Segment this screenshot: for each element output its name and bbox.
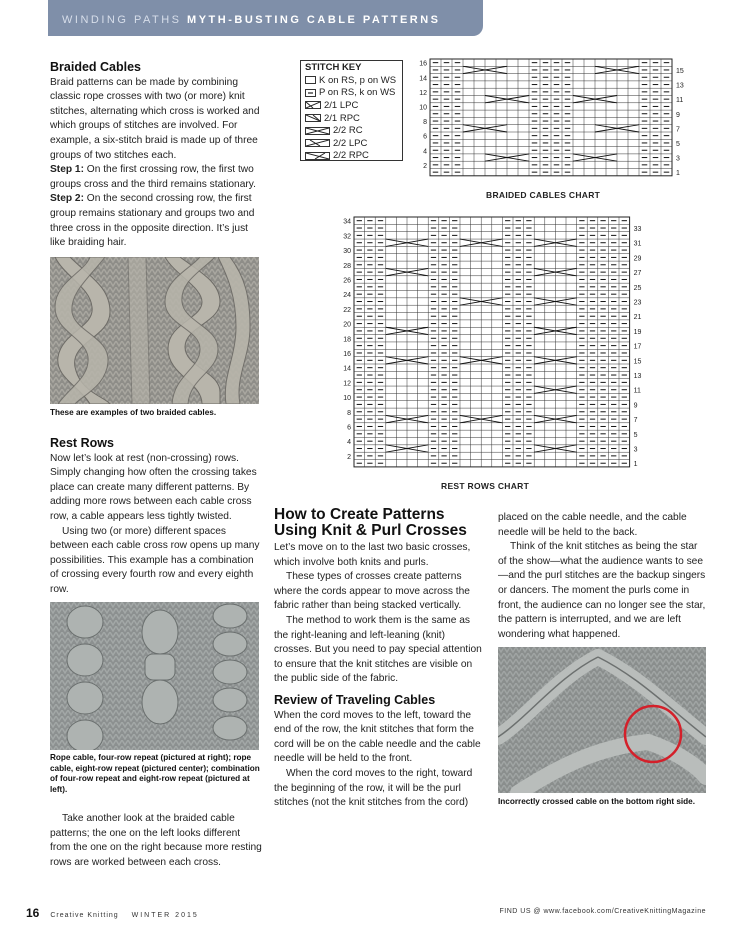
stitch-key-item [301,99,402,112]
stitch-key-label: P on RS, k on WS [319,87,396,99]
row-number-right: 19 [633,328,642,336]
rope-cables-photo [50,602,259,750]
row-number-left: 16 [419,60,427,68]
row-number-right: 29 [633,255,642,263]
stitch-key [300,60,403,161]
row-number-right: 7 [633,417,638,425]
stitch-key-item [301,112,402,125]
braided-cables-photo [50,257,259,404]
incorrect-cable-caption: Incorrectly crossed cable on the bottom right side. [498,797,695,806]
rest-rows-para-1: Now let’s look at rest (non-crossing) rows. Simply changing how often the crossing takes place can create many different patterns. By adding more rows between each cable cross row, a cable appears less tightly twisted. [50,452,257,522]
row-number-right: 13 [676,82,684,90]
stitch-key-item [301,137,402,150]
traveling-para-2: When the cord moves to the right, toward the beginning of the row, it will be the purl stitches (not the knit stitches from the cord) [274,767,473,809]
row-number-right: 7 [676,126,680,134]
row-number-right: 5 [676,140,680,148]
issue-label: WINTER 2015 [131,912,199,919]
row-number-left: 6 [347,424,351,432]
step-2-label: Step 2: [50,193,84,205]
stitch-key-label: 2/1 RPC [324,112,360,124]
rest-chart-title: REST ROWS CHART [441,481,530,491]
row-number-right: 9 [676,111,680,119]
row-number-left: 14 [343,365,351,373]
lpc-21-icon [305,101,321,109]
braided-cables-section [50,60,262,251]
section-label: WINDING PATHS [62,14,182,26]
row-number-left: 34 [343,218,351,226]
row-number-left: 18 [343,336,351,344]
braided-cables-caption: These are examples of two braided cables. [50,408,217,417]
traveling-cables-heading: Review of Traveling Cables [274,692,436,707]
stitch-key-item [301,87,402,100]
row-number-right: 23 [633,299,642,307]
row-number-right: 27 [633,270,642,278]
braided-cables-intro: Braid patterns can be made by combining classic rope crosses with two (or more) knit stitches, alternating which cross is worked and which groups of stitches are involved. For example, a six-stitch braid is made up of three groups of two stitches each. [50,76,260,161]
stitch-key-title: STITCH KEY [305,62,362,73]
page-number: 16 [26,906,40,920]
row-number-left: 8 [423,119,427,127]
incorrect-cable-photo [498,647,706,793]
rest-rows-chart [330,214,650,472]
knit-purl-para-3: The method to work them is the same as the right-leaning and left-leaning (knit) crosses. But you need to pay special attention to ensure that the knit stitches are visible on the public side of the fabric. [274,614,482,685]
row-number-right: 17 [633,343,642,351]
row-number-right: 15 [676,67,684,75]
traveling-para-1: When the cord moves to the left, toward the end of the row, the knit stitches that form the cord will be on the cable needle and the cable needle will be held to the front. [274,709,481,765]
row-number-left: 28 [343,262,351,270]
row-number-right: 5 [633,431,638,439]
step-1-text: On the first crossing row, the first two groups cross and the third remains stationary. [50,164,256,190]
row-number-right: 9 [633,402,638,410]
step-2 [50,192,262,250]
row-number-right: 13 [633,373,642,381]
stitch-key-label: 2/2 RPC [333,150,369,162]
footer-find-us: FIND US @ www.facebook.com/CreativeKnittingMagazine [499,908,706,915]
lpc-22-icon [305,139,330,147]
knit-purl-heading: How to Create Patterns Using Knit & Purl Crosses [274,506,467,539]
row-number-right: 15 [633,358,642,366]
row-number-left: 8 [347,409,351,417]
article-title: MYTH-BUSTING CABLE PATTERNS [187,14,441,26]
row-number-left: 4 [347,439,351,447]
knit-purl-para-1: Let’s move on to the last two basic crosses, which involve both knits and purls. [274,542,471,568]
footer-left [26,906,199,920]
rest-rows-closing [50,812,262,870]
right-para-1: placed on the cable needle, and the cable needle will be held to the back. [498,512,687,538]
row-number-right: 11 [633,387,641,395]
row-number-left: 20 [343,321,351,329]
row-number-left: 6 [423,133,427,141]
step-2-text: On the second crossing row, the first group remains stationary and groups two and three cross in the opposite direction. It’s just like braiding hair. [50,193,255,249]
row-number-right: 31 [633,240,642,248]
row-number-right: 3 [633,446,638,454]
section-header-tab [48,0,483,36]
row-number-right: 21 [633,314,642,322]
step-1-label: Step 1: [50,164,84,176]
row-number-left: 26 [343,277,351,285]
row-number-left: 14 [419,75,427,83]
stitch-key-item [301,150,402,163]
rest-rows-section [50,436,262,598]
right-column-text [498,511,708,642]
row-number-left: 12 [419,89,427,97]
row-number-left: 4 [423,148,427,156]
stitch-key-label: 2/2 LPC [333,137,368,149]
purl-dash-icon [305,89,316,97]
row-number-left: 16 [343,350,351,358]
row-number-right: 11 [676,97,684,105]
rpc-22-icon [305,152,330,160]
step-1 [50,163,262,192]
stitch-key-item [301,74,402,87]
row-number-left: 10 [419,104,427,112]
braided-chart-title: BRAIDED CABLES CHART [486,190,601,200]
row-number-left: 12 [343,380,351,388]
row-number-left: 2 [347,453,351,461]
knit-purl-crosses-section [274,507,485,811]
knit-purl-para-2: These types of crosses create patterns where the cords appear to move across the fabric rather than being stacked vertically. [274,571,470,612]
row-number-left: 22 [343,306,351,314]
row-number-right: 33 [633,226,642,234]
row-number-right: 1 [633,461,638,469]
braided-cables-heading: Braided Cables [50,60,142,74]
right-para-2: Think of the knit stitches as being the star of the show—what the audience wants to see—and the purl stitches are the backup singers or dancers. The moment the purls come in front, the audience can no longer see the star, the pattern is interrupted, and we are left wondering what happened. [498,541,706,640]
row-number-left: 30 [343,248,351,256]
stitch-key-label: K on RS, p on WS [319,74,397,86]
rest-rows-para-2: Using two (or more) different spaces between each cable cross row opens up many possibilities. This example has a combination of crossing every fourth row and every eighth row. [50,525,260,595]
rc-22-icon [305,127,330,135]
rope-cables-caption: Rope cable, four-row repeat (pictured at right); rope cable, eight-row repeat (pictured center); combination of four-row repeat and eight-row repeat (pictured at left). [50,753,260,794]
row-number-left: 32 [343,233,351,241]
rpc-21-icon [305,114,321,122]
braided-cables-chart [410,56,690,181]
row-number-right: 25 [633,284,642,292]
row-number-right: 3 [676,155,680,163]
row-number-left: 24 [343,292,351,300]
stitch-key-label: 2/2 RC [333,125,363,137]
rest-rows-para-3: Take another look at the braided cable patterns; the one on the left looks different from the one on the right because more resting rows are worked between each cross. [50,813,262,868]
stitch-key-label: 2/1 LPC [324,99,359,111]
knit-box-icon [305,76,316,84]
stitch-key-item [301,124,402,137]
row-number-left: 10 [343,395,351,403]
magazine-name: Creative Knitting [50,912,119,919]
row-number-left: 2 [423,162,427,170]
rest-rows-heading: Rest Rows [50,436,114,450]
row-number-right: 1 [676,170,680,178]
